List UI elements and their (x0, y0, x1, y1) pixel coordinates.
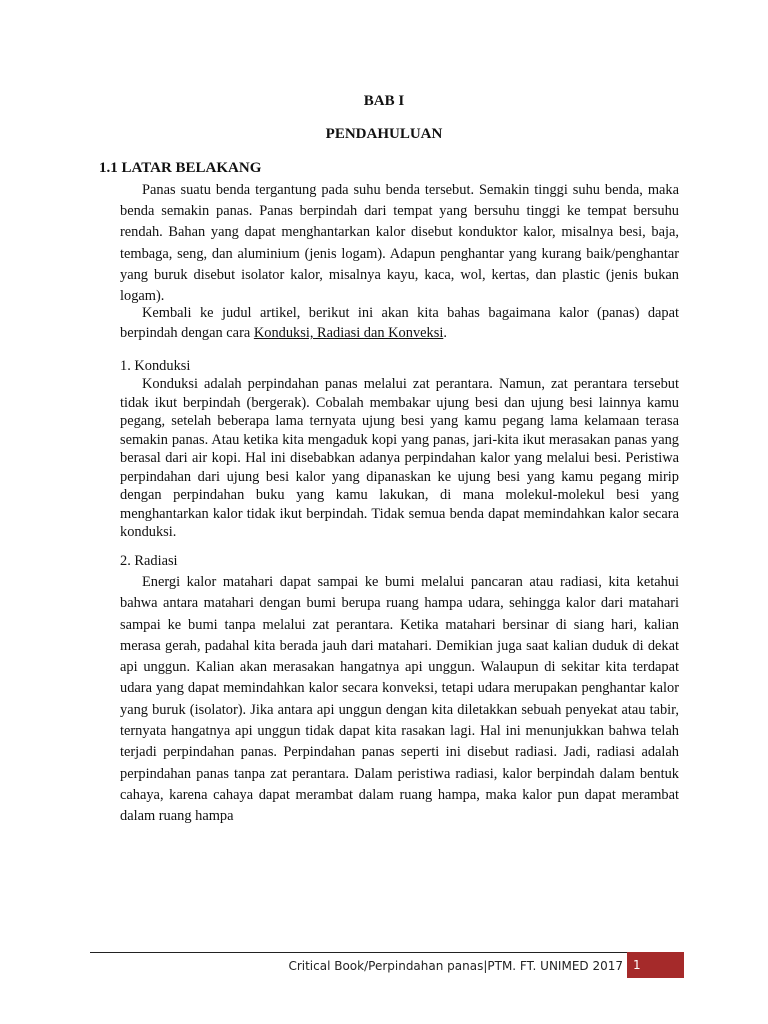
subsection-title-konduksi: 1. Konduksi (120, 358, 191, 374)
paragraph-transition-text: Kembali ke judul artikel, berikut ini akan kita bahas bagaimana kalor (panas) dapat berpindah dengan cara (120, 305, 679, 341)
paragraph-transition (120, 303, 679, 343)
section-heading: 1.1 LATAR BELAKANG (99, 160, 262, 176)
paragraph-intro: Panas suatu benda tergantung pada suhu benda tersebut. Semakin tinggi suhu benda, maka benda semakin panas. Panas berpindah dari tempat yang bersuhu tinggi ke tempat bersuhu rendah. Bahan yang dapat menghantarkan kalor disebut konduktor kalor, misalnya besi, baja, tembaga, seng, dan aluminium (jenis logam). Adapun penghantar yang kurang baik/penghantar yang buruk disebut isolator kalor, misalnya kayu, kaca, wol, kertas, dan plastic (jenis bukan logam). (120, 182, 679, 305)
footer-text: Critical Book/Perpindahan panas|PTM. FT. UNIMED 2017 (288, 959, 623, 973)
paragraph-radiasi: Energi kalor matahari dapat sampai ke bumi melalui pancaran atau radiasi, kita ketahui bahwa antara matahari dengan bumi berupa ruang hampa udara, sehingga kalor dari matahari sampai ke bumi tanpa melalui zat perantara. Ketika matahari bersinar di siang hari, kalian merasa gerah, padahal kita berada jauh dari matahari. Demikian juga saat kalian duduk di dekat api unggun. Kalian akan merasakan hangatnya api unggun. Walaupun di sekitar kita terdapat udara yang dapat memindahkan kalor secara konveksi, tetapi udara merupakan penghantar kalor yang buruk (isolator). Jika antara api unggun dengan kita diletakkan sebuah penyekat atau tabir, ternyata hangatnya api unggun tidak dapat kita rasakan lagi. Hal ini menunjukkan bahwa telah terjadi perpindahan panas. Perpindahan panas seperti ini disebut radiasi. Jadi, radiasi adalah perpindahan panas tanpa zat perantara. Dalam peristiwa radiasi, kalor berpindah dalam bentuk cahaya, karena cahaya dapat merambat dalam ruang hampa, maka kalor pun dapat merambat dalam ruang hampa (120, 574, 679, 825)
topics-link[interactable]: Konduksi, Radiasi dan Konveksi (253, 325, 444, 341)
chapter-title: PENDAHULUAN (325, 126, 443, 142)
chapter-label: BAB I (363, 93, 405, 109)
paragraph-konduksi: Konduksi adalah perpindahan panas melalui zat perantara. Namun, zat perantara tersebut tidak ikut berpindah (bergerak). Cobalah membakar ujung besi dan ujung besi lainnya kamu pegang, setelah beberapa lama ternyata ujung besi yang kamu pegang lama kelamaan terasa semakin panas. Atau ketika kita mengaduk kopi yang panas, jari-kita ikut merasakan panas yang berasal dari air kopi. Hal ini disebabkan adanya perpindahan kalor yang melalui besi. Peristiwa perpindahan dari ujung besi kalor yang dipanaskan ke ujung besi yang kamu pegang mirip dengan perpindahan buku yang kamu lakukan, di mana molekul-molekul besi yang menghantarkan kalor tidak ikut berpindah. Tidak semua benda dapat memindahkan kalor secara konduksi. (120, 376, 679, 540)
page-number-badge: 1 (627, 952, 684, 978)
paragraph-transition-end: . (443, 325, 447, 341)
subsection-title-radiasi: 2. Radiasi (120, 553, 178, 569)
